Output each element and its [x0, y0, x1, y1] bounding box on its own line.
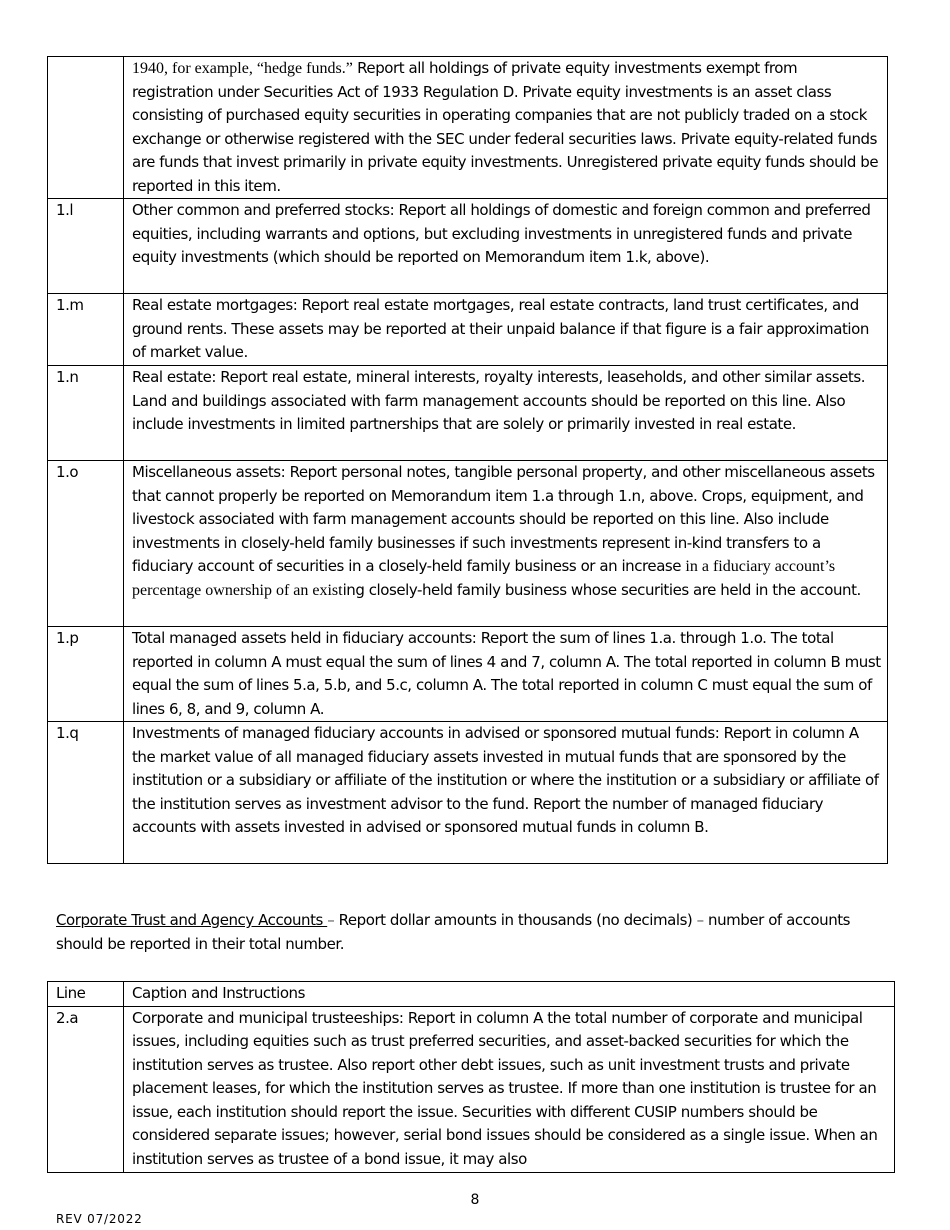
instruction-cell [124, 461, 888, 627]
table-header-row [48, 982, 895, 1007]
revision-label: REV 07/2022 [56, 1212, 143, 1226]
dash: – [327, 911, 335, 929]
instruction-cell: Investments of managed fiduciary accounts in advised or sponsored mutual funds: Report in column A the market value of all managed fiduciary assets invested in mutual funds that are sponsored by the institution or a subsidiary or affiliate of the institution or where the institution or a subsidiary or affiliate of the institution serves as investment advisor to the fund. Report the number of managed fiduciary accounts with assets invested in advised or sponsored mutual funds in column B. [124, 722, 888, 864]
instruction-cell: Other common and preferred stocks: Report all holdings of domestic and foreign common and preferred equities, including warrants and options, but excluding investments in unregistered funds and private equity investments (which should be reported on Memorandum item 1.k, above). [124, 199, 888, 294]
dash: – [696, 911, 704, 929]
line-cell: 1.o [48, 461, 124, 627]
table-row [48, 1006, 895, 1172]
page-number: 8 [470, 1192, 480, 1208]
line-cell: 1.l [48, 199, 124, 294]
table-row [48, 722, 888, 864]
section-intro [56, 909, 856, 956]
line-cell [48, 57, 124, 199]
corporate-trust-table [47, 981, 895, 1173]
serif-fragment: 1940, for example, “hedge funds.” [132, 60, 353, 77]
column-header-caption: Caption and Instructions [124, 982, 895, 1007]
line-cell: 1.q [48, 722, 124, 864]
instruction-cell [124, 57, 888, 199]
table-row [48, 366, 888, 461]
instruction-text: Miscellaneous assets: Report personal notes, tangible personal property, and other miscellaneous assets that cannot properly be reported on Memorandum item 1.a through 1.n, above. Crops, equipment, and livestock associated with farm management accounts should be reported on this line. Also include investments in closely-held family businesses if such investments represent in-kind transfers to a fiduciary account of securities in a closely-held family business or an increase [132, 463, 875, 575]
instruction-cell: Real estate: Report real estate, mineral interests, royalty interests, leaseholds, and other similar assets. Land and buildings associated with farm management accounts should be reported on this line. Also include investments in limited partnerships that are solely or primarily invested in real estate. [124, 366, 888, 461]
section-title: Corporate Trust and Agency Accounts [56, 911, 328, 929]
line-cell: 2.a [48, 1006, 124, 1172]
line-cell: 1.n [48, 366, 124, 461]
table-row [48, 57, 888, 199]
table-row [48, 461, 888, 627]
section-text: Report dollar amounts in thousands (no decimals) [334, 911, 697, 929]
line-cell: 1.m [48, 294, 124, 366]
instruction-cell: Real estate mortgages: Report real estate mortgages, real estate contracts, land trust certificates, and ground rents. These assets may be reported at their unpaid balance if that figure is a fair approximation of market value. [124, 294, 888, 366]
table-row [48, 294, 888, 366]
table-row [48, 199, 888, 294]
serif-fragment: in a fiduciary account’s percentage ownership of an exist [132, 558, 836, 599]
instruction-text: ing closely-held family business whose securities are held in the account. [342, 580, 861, 599]
line-cell: 1.p [48, 627, 124, 722]
instruction-cell: Corporate and municipal trusteeships: Report in column A the total number of corporate and municipal issues, including equities such as trust preferred securities, and asset-backed securities for which the institution serves as trustee. Also report other debt issues, such as unit investment trusts and private placement leases, for which the institution serves as trustee. If more than one institution is trustee for an issue, each institution should report the issue. Securities with different CUSIP numbers should be considered separate issues; however, serial bond issues should be considered as a single issue. When an institution serves as trustee of a bond issue, it may also [124, 1006, 895, 1172]
instruction-text: Report all holdings of private equity investments exempt from registration under Securities Act of 1933 Regulation D. Private equity investments is an asset class consisting of purchased equity securities in operating companies that are not publicly traded on a stock exchange or otherwise registered with the SEC under federal securities laws. Private equity-related funds are funds that invest primarily in private equity investments. Unregistered private equity funds should be reported in this item. [132, 59, 879, 195]
column-header-line: Line [48, 982, 124, 1007]
section-text: number of accounts should be reported in their total number. [56, 911, 851, 953]
instruction-cell: Total managed assets held in fiduciary accounts: Report the sum of lines 1.a. through 1.o. The total reported in column A must equal the sum of lines 4 and 7, column A. The total reported in column B must equal the sum of lines 5.a, 5.b, and 5.c, column A. The total reported in column C must equal the sum of lines 6, 8, and 9, column A. [124, 627, 888, 722]
table-row [48, 627, 888, 722]
fiduciary-assets-table [47, 56, 888, 864]
